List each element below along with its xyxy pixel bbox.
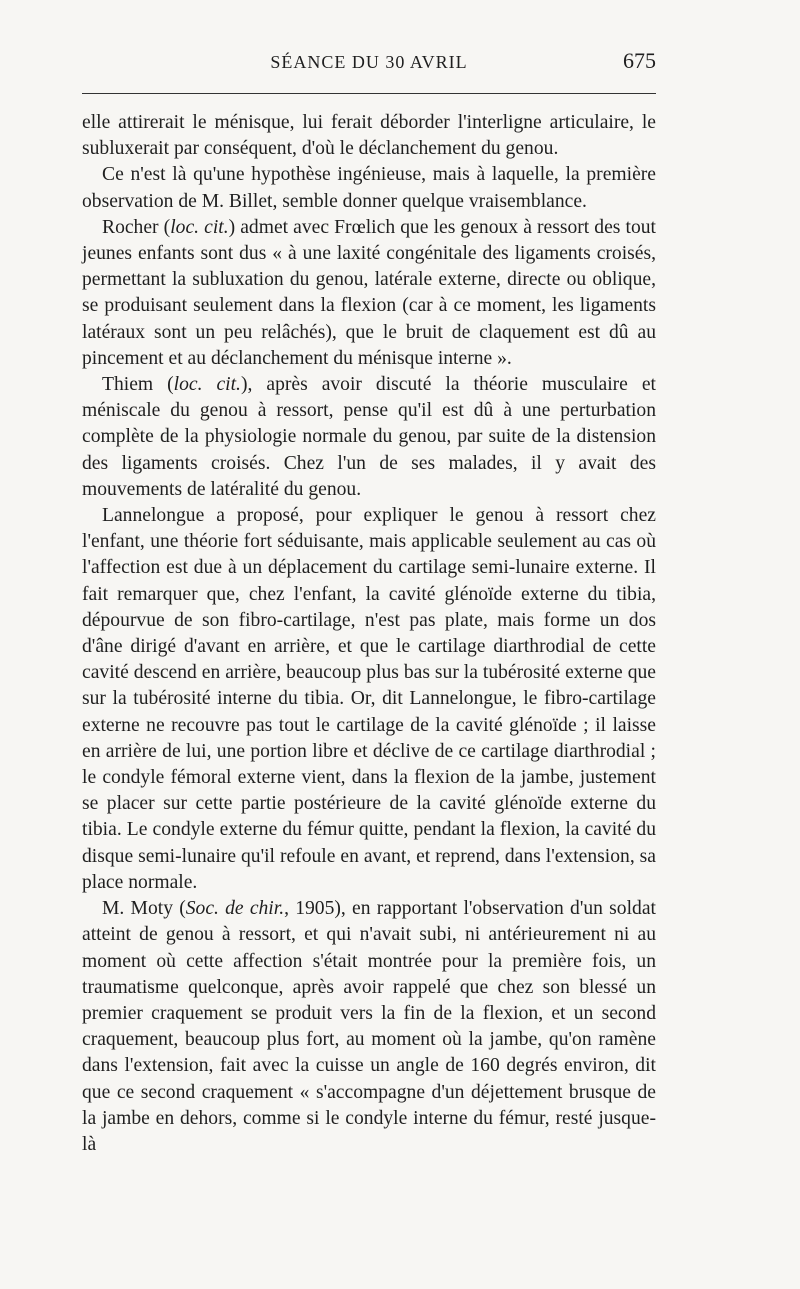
page-header xyxy=(82,48,656,82)
citation: Soc. de chir. xyxy=(185,898,285,920)
page-number: 675 xyxy=(623,48,656,73)
paragraph-text: M. Moty ( xyxy=(102,898,186,920)
paragraph xyxy=(82,215,656,372)
paragraph-text: Rocher ( xyxy=(102,216,171,238)
paragraph: elle attirerait le ménisque, lui ferait déborder l'interligne articulaire, le subluxerait par conséquent, d'où le déclanchement du genou. xyxy=(82,112,656,160)
body-text xyxy=(82,110,656,1158)
running-title: SÉANCE DU 30 AVRIL xyxy=(270,52,468,72)
paragraph xyxy=(82,896,656,1158)
paragraph-text: , 1905), en rapportant l'observation d'un soldat atteint de genou à ressort, et qui n'avait subi, ni antérieurement ni au moment où cette affection s'était montrée pour la première fois, un traumatisme quelconque, après avoir rappelé que chez son blessé un premier craquement se produit vers la fin de la flexion, et un second craquement, beaucoup plus fort, au moment où la jambe, qu'on ramène dans l'extension, fait avec la cuisse un angle de 160 degrés environ, dit que ce second craquement « s'accompagne d'un déjettement brusque de la jambe en dehors, comme si le condyle interne du fémur, resté jusque-là xyxy=(82,898,656,1155)
paragraph: Lannelongue a proposé, pour expliquer le genou à ressort chez l'enfant, une théorie fort séduisante, mais applicable seulement au cas où l'affection est due à un déplacement du cartilage semi-lunaire externe. Il fait remarquer que, chez l'enfant, la cavité glénoïde externe du tibia, dépourvue de son fibro-cartilage, n'est pas plate, mais forme un dos d'âne dirigé d'avant en arrière, et que le cartilage diarthrodial de cette cavité descend en arrière, beaucoup plus bas sur la tubérosité externe que sur la tubérosité interne du tibia. Or, dit Lannelongue, le fibro-cartilage externe ne recouvre pas tout le cartilage de la cavité glénoïde ; il laisse en arrière de lui, une portion libre et déclive de ce cartilage diarthrodial ; le condyle fémoral externe vient, dans la flexion de la jambe, justement se placer sur cette partie postérieure de la cavité glénoïde externe du tibia. Le condyle externe du fémur quitte, pendant la flexion, la cavité du disque semi-lunaire qu'il refoule en avant, et reprend, dans l'extension, sa place normale. xyxy=(82,505,656,893)
citation: loc. cit. xyxy=(173,374,241,396)
paragraph xyxy=(82,372,656,503)
paragraph: Ce n'est là qu'une hypothèse ingénieuse, mais à laquelle, la première observation de M. Billet, semble donner quelque vraisemblance. xyxy=(82,164,656,212)
paragraph-text: Thiem ( xyxy=(102,374,174,396)
citation: loc. cit. xyxy=(170,216,229,238)
header-rule xyxy=(82,93,656,94)
paragraph-text: ) admet avec Frœlich que les genoux à ressort des tout jeunes enfants sont dus « à une laxité congénitale des ligaments croisés, permettant la subluxation du genou, latérale externe, directe ou oblique, se produisant seulement dans la flexion (car à ce moment, les ligaments latéraux sont un peu relâchés), que le bruit de claquement est dû au pincement et au déclanchement du ménisque interne ». xyxy=(82,216,656,369)
paragraph-text: ), après avoir discuté la théorie musculaire et méniscale du genou à ressort, pense qu'il est dû à une perturbation complète de la physiologie normale du genou, par suite de la distension des ligaments croisés. Chez l'un de ses malades, il y avait des mouvements de latéralité du genou. xyxy=(82,374,656,500)
